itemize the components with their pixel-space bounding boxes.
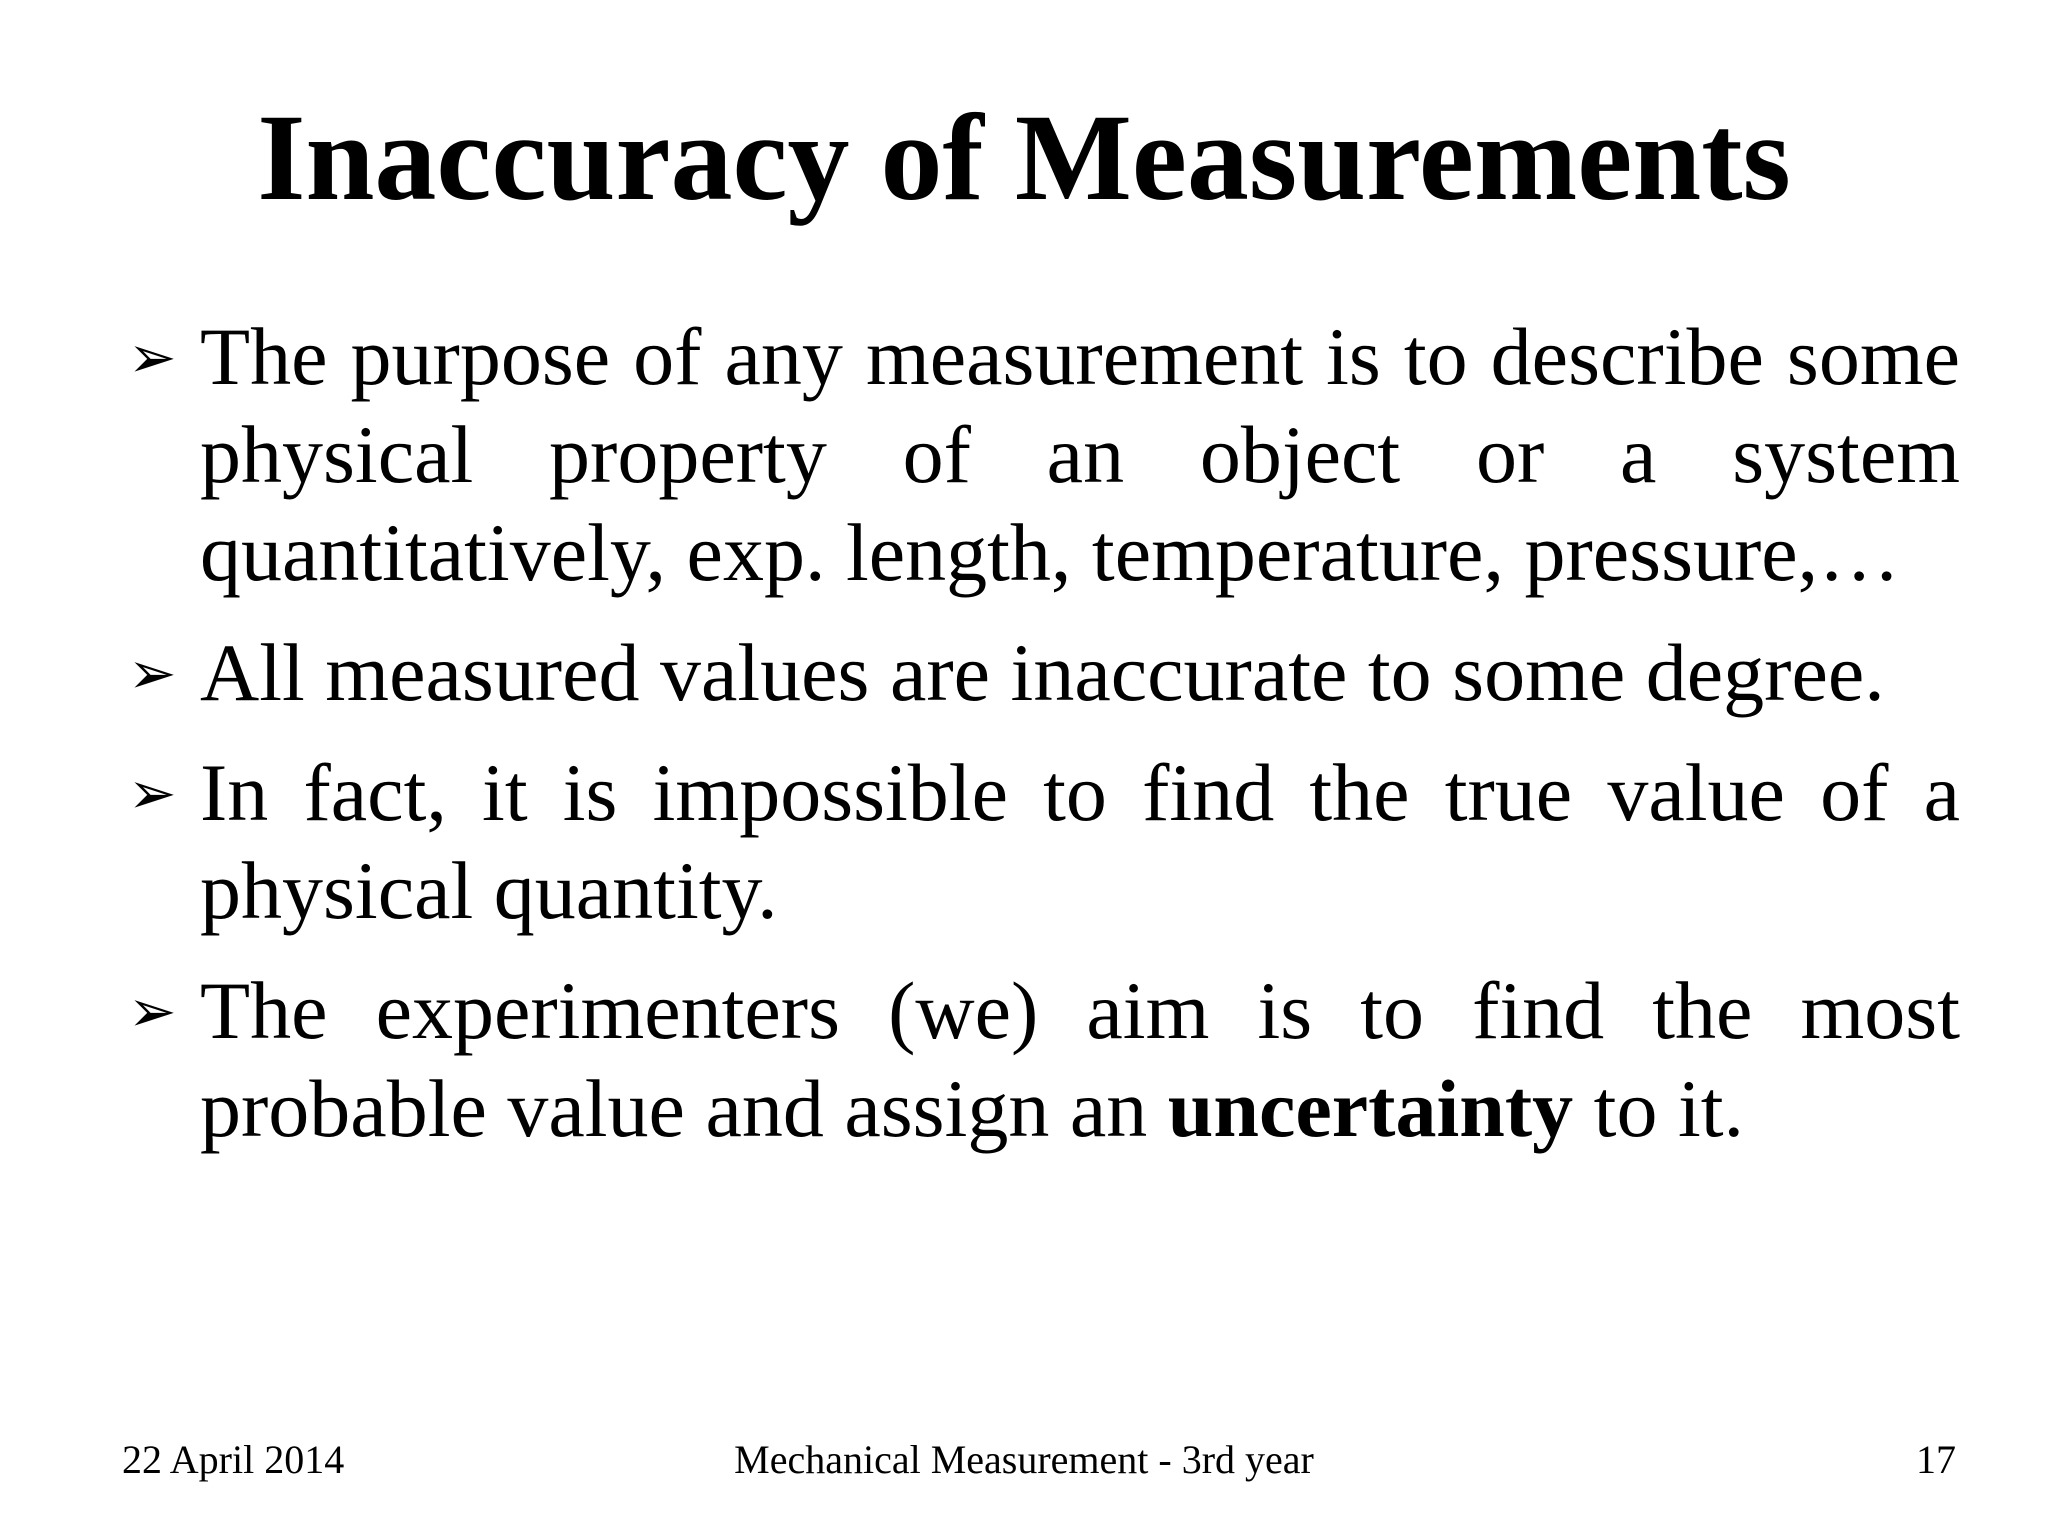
bullet-text: In fact, it is impossible to find the true value of a physical quantity. [200, 747, 1960, 936]
arrowhead-bullet-icon: ➢ [128, 977, 177, 1045]
bullet-text [200, 962, 1960, 1158]
bullet-text-after: to it. [1573, 1063, 1745, 1154]
arrowhead-bullet-icon: ➢ [128, 323, 177, 391]
bullet-item [128, 744, 1960, 940]
slide-title: Inaccuracy of Measurements [257, 89, 1791, 226]
bullet-item [128, 962, 1960, 1158]
footer-page-number: 17 [1916, 1437, 1956, 1482]
bullet-item [128, 624, 1960, 722]
bullet-text-before: The experimenters (we) aim is to find the most probable value and assign an [200, 965, 1960, 1154]
uncertainty-emphasis: uncertainty [1167, 1063, 1574, 1154]
bullet-text: All measured values are inaccurate to some degree. [200, 627, 1885, 718]
bullet-item [128, 308, 1960, 602]
footer-date: 22 April 2014 [122, 1437, 345, 1482]
arrowhead-bullet-icon: ➢ [128, 759, 177, 827]
bullet-list [128, 308, 1960, 1180]
bullet-text: The purpose of any measurement is to describe some physical property of an object or a system quantitatively, exp. length, temperature, pressure,… [200, 311, 1960, 598]
footer-course-title: Mechanical Measurement - 3rd year [734, 1437, 1314, 1482]
arrowhead-bullet-icon: ➢ [128, 639, 177, 707]
